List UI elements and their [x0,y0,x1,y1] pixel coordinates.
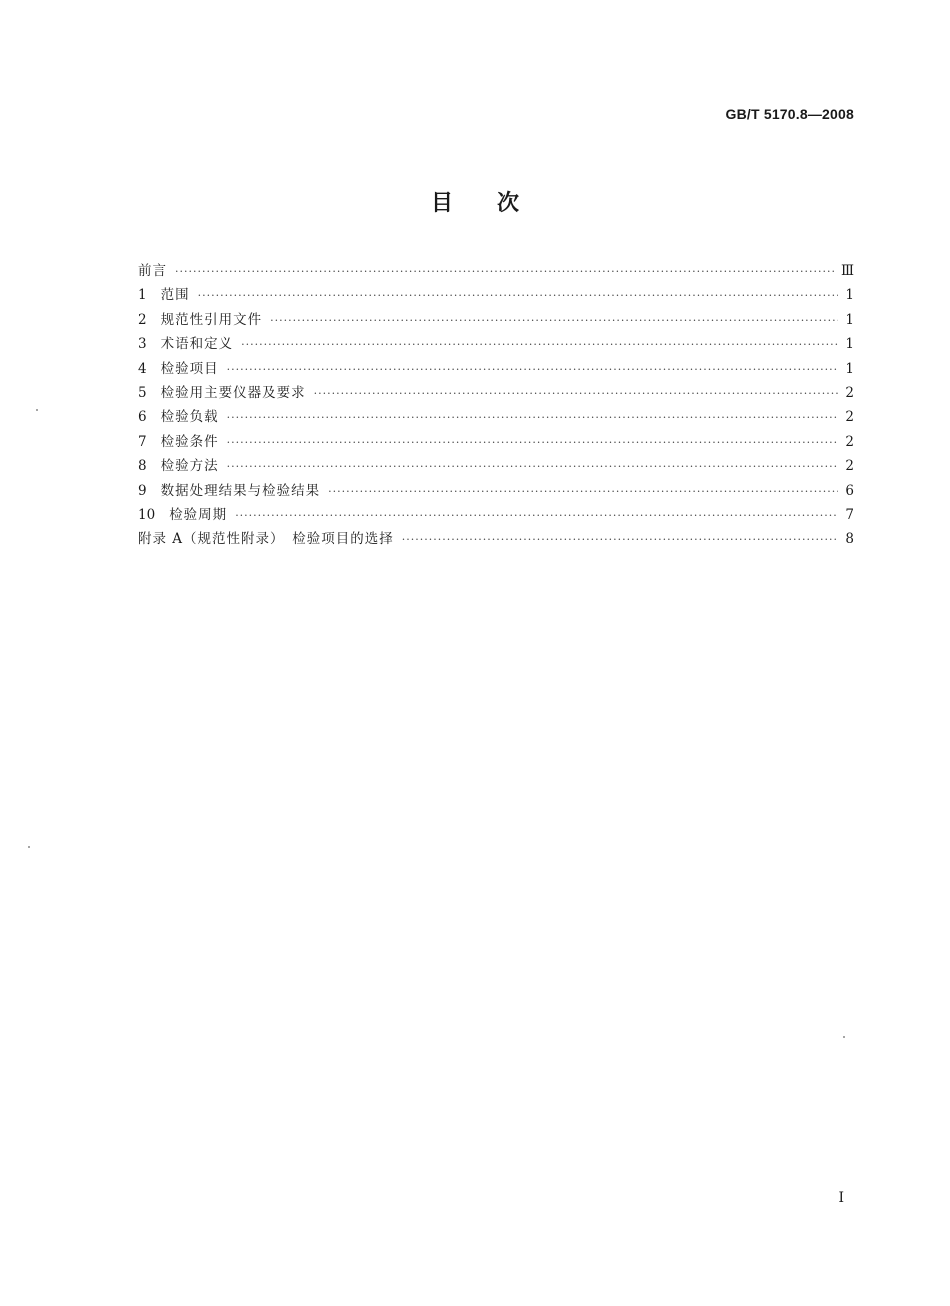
toc-entry-label: 检验用主要仪器及要求 [160,384,306,401]
toc-entry-page: 1 [845,287,854,304]
toc-entry-number: 5 [138,384,147,401]
scan-speck [843,1036,845,1038]
dot-leader [227,455,838,479]
dot-leader [235,504,838,528]
toc-entry-number: 10 [138,506,156,523]
scan-speck [28,846,30,848]
toc-entry-conditions[interactable] [138,430,854,454]
toc-entry-label: 检验负载 [160,409,219,426]
toc-title: 目次 [430,191,563,216]
toc-entry-number: 6 [138,409,147,426]
toc-entry-number: 7 [138,433,147,450]
toc-entry-page: 1 [845,360,854,377]
dot-leader [314,382,838,406]
table-of-contents [138,259,854,552]
toc-entry-page: 8 [845,531,854,548]
toc-entry-page: 1 [845,311,854,328]
toc-entry-page: Ⅲ [840,263,854,279]
toc-entry-period[interactable] [138,503,854,527]
toc-entry-number: 2 [138,311,147,328]
dot-leader [227,431,838,455]
dot-leader [198,284,838,308]
toc-entry-number: 1 [138,287,147,304]
toc-entry-label: 检验条件 [160,433,219,450]
toc-entry-page: 7 [845,506,854,523]
toc-entry-number: 4 [138,360,147,377]
toc-entry-inspection-items[interactable] [138,357,854,381]
toc-entry-page: 6 [845,482,854,499]
toc-entry-load[interactable] [138,405,854,429]
toc-entry-page: 2 [845,384,854,401]
toc-entry-page: 2 [845,409,854,426]
toc-entry-label: 范围 [160,287,190,304]
dot-leader [227,406,838,430]
toc-entry-number: 9 [138,482,147,499]
toc-entry-scope[interactable] [138,283,854,307]
dot-leader [270,309,838,333]
toc-entry-label: 检验周期 [169,506,228,523]
toc-entry-normative-references[interactable] [138,308,854,332]
toc-entry-label: 附录 A（规范性附录） 检验项目的选择 [138,531,394,548]
toc-entry-methods[interactable] [138,454,854,478]
page-number: I [838,1190,844,1206]
toc-entry-data-processing[interactable] [138,479,854,503]
toc-entry-page: 2 [845,433,854,450]
toc-entry-label: 数据处理结果与检验结果 [160,482,321,499]
document-code: GB/T 5170.8—2008 [725,106,854,122]
toc-entry-number: 3 [138,336,147,353]
toc-entry-number: 8 [138,458,147,475]
toc-entry-label: 术语和定义 [160,336,234,353]
toc-entry-appendix-a[interactable] [138,527,854,551]
toc-entry-page: 1 [845,336,854,353]
dot-leader [328,480,838,504]
toc-entry-label: 检验方法 [160,458,219,475]
dot-leader [241,333,838,357]
scan-speck [36,409,38,411]
toc-entry-preface[interactable] [138,259,854,283]
toc-entry-label: 检验项目 [160,360,219,377]
toc-entry-terms[interactable] [138,332,854,356]
toc-entry-label: 前言 [138,263,167,279]
toc-entry-label: 规范性引用文件 [160,311,263,328]
toc-entry-instruments[interactable] [138,381,854,405]
dot-leader [175,260,835,284]
toc-entry-page: 2 [845,458,854,475]
dot-leader [402,528,838,552]
dot-leader [227,358,838,382]
